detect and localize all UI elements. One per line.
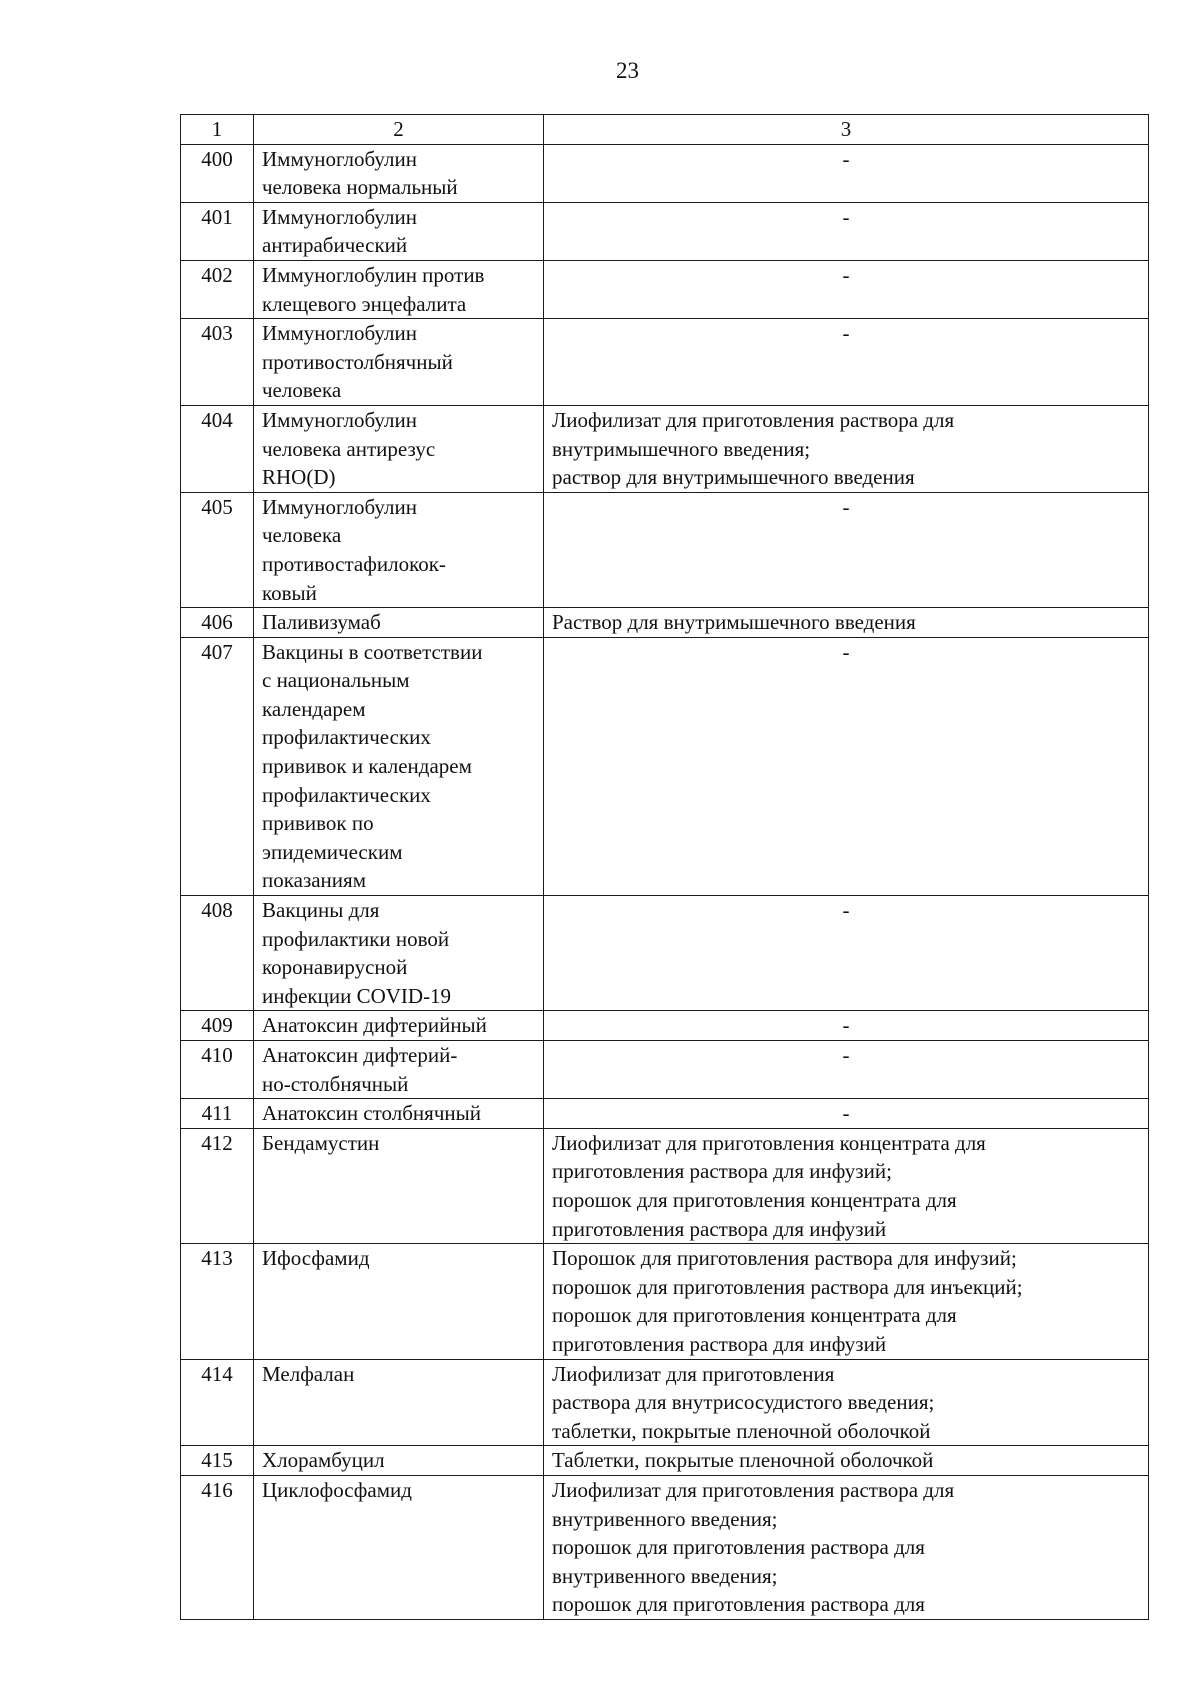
- row-number: 413: [181, 1244, 254, 1359]
- row-number: 405: [181, 492, 254, 607]
- row-number: 400: [181, 144, 254, 202]
- row-number: 415: [181, 1446, 254, 1476]
- table-row: [181, 896, 1149, 1011]
- table-body: [181, 115, 1149, 1620]
- dosage-forms: -: [544, 1011, 1149, 1041]
- table-row: [181, 405, 1149, 492]
- table-row: [181, 144, 1149, 202]
- dosage-forms: -: [544, 144, 1149, 202]
- table-row: [181, 608, 1149, 638]
- header-col-1: 1: [181, 115, 254, 145]
- drug-name: Ифосфамид: [254, 1244, 544, 1359]
- dosage-forms: -: [544, 896, 1149, 1011]
- dosage-forms: -: [544, 492, 1149, 607]
- dosage-forms: -: [544, 260, 1149, 318]
- dosage-forms: Лиофилизат для приготовления раствора для внутривенного введения; порошок для приготовления раствора для внутривенного введения; порошок для приготовления раствора для: [544, 1475, 1149, 1619]
- drug-name: Вакцины для профилактики новой коронавирусной инфекции COVID-19: [254, 896, 544, 1011]
- table-row: [181, 1128, 1149, 1243]
- row-number: 407: [181, 637, 254, 895]
- drug-name: Иммуноглобулин против клещевого энцефалита: [254, 260, 544, 318]
- dosage-forms: -: [544, 319, 1149, 406]
- dosage-forms: -: [544, 1041, 1149, 1099]
- drug-name: Иммуноглобулин антирабический: [254, 202, 544, 260]
- dosage-forms: -: [544, 202, 1149, 260]
- dosage-forms: Раствор для внутримышечного введения: [544, 608, 1149, 638]
- drug-name: Анатоксин дифтерий- но-столбнячный: [254, 1041, 544, 1099]
- dosage-forms: -: [544, 637, 1149, 895]
- dosage-forms: Таблетки, покрытые пленочной оболочкой: [544, 1446, 1149, 1476]
- table-row: [181, 202, 1149, 260]
- dosage-forms: -: [544, 1099, 1149, 1129]
- table-row: [181, 319, 1149, 406]
- table-row: [181, 1244, 1149, 1359]
- table-row: [181, 1011, 1149, 1041]
- drug-name: Паливизумаб: [254, 608, 544, 638]
- drug-name: Бендамустин: [254, 1128, 544, 1243]
- drug-name: Иммуноглобулин противостолбнячный человека: [254, 319, 544, 406]
- drug-name: Анатоксин дифтерийный: [254, 1011, 544, 1041]
- table-row: [181, 1099, 1149, 1129]
- page-number: 23: [616, 58, 639, 83]
- row-number: 408: [181, 896, 254, 1011]
- table-row: [181, 1446, 1149, 1476]
- table-row: [181, 637, 1149, 895]
- dosage-forms: Лиофилизат для приготовления раствора для внутрисосудистого введения; таблетки, покрытые пленочной оболочкой: [544, 1359, 1149, 1446]
- header-col-3: 3: [544, 115, 1149, 145]
- row-number: 401: [181, 202, 254, 260]
- dosage-forms: Лиофилизат для приготовления раствора для внутримышечного введения; раствор для внутримышечного введения: [544, 405, 1149, 492]
- table-row: [181, 1359, 1149, 1446]
- row-number: 403: [181, 319, 254, 406]
- row-number: 402: [181, 260, 254, 318]
- drug-name: Циклофосфамид: [254, 1475, 544, 1619]
- header-col-2: 2: [254, 115, 544, 145]
- dosage-forms: Порошок для приготовления раствора для инфузий; порошок для приготовления раствора для инъекций; порошок для приготовления концентрата для приготовления раствора для инфузий: [544, 1244, 1149, 1359]
- row-number: 414: [181, 1359, 254, 1446]
- row-number: 411: [181, 1099, 254, 1129]
- table-row: [181, 492, 1149, 607]
- table-row: [181, 1475, 1149, 1619]
- row-number: 409: [181, 1011, 254, 1041]
- drug-name: Анатоксин столбнячный: [254, 1099, 544, 1129]
- drug-name: Иммуноглобулин человека противостафилокок- ковый: [254, 492, 544, 607]
- row-number: 416: [181, 1475, 254, 1619]
- medicines-table: [180, 114, 1149, 1620]
- table-row: [181, 260, 1149, 318]
- drug-name: Иммуноглобулин человека нормальный: [254, 144, 544, 202]
- drug-name: Мелфалан: [254, 1359, 544, 1446]
- drug-name: Иммуноглобулин человека антирезус RHO(D): [254, 405, 544, 492]
- row-number: 412: [181, 1128, 254, 1243]
- drug-name: Хлорамбуцил: [254, 1446, 544, 1476]
- drug-name: Вакцины в соответствии с национальным календарем профилактических прививок и календарем профилактических прививок по эпидемическим показаниям: [254, 637, 544, 895]
- row-number: 410: [181, 1041, 254, 1099]
- row-number: 404: [181, 405, 254, 492]
- table-row: [181, 1041, 1149, 1099]
- dosage-forms: Лиофилизат для приготовления концентрата для приготовления раствора для инфузий; порошок для приготовления концентрата для приготовления раствора для инфузий: [544, 1128, 1149, 1243]
- row-number: 406: [181, 608, 254, 638]
- table-header-row: [181, 115, 1149, 145]
